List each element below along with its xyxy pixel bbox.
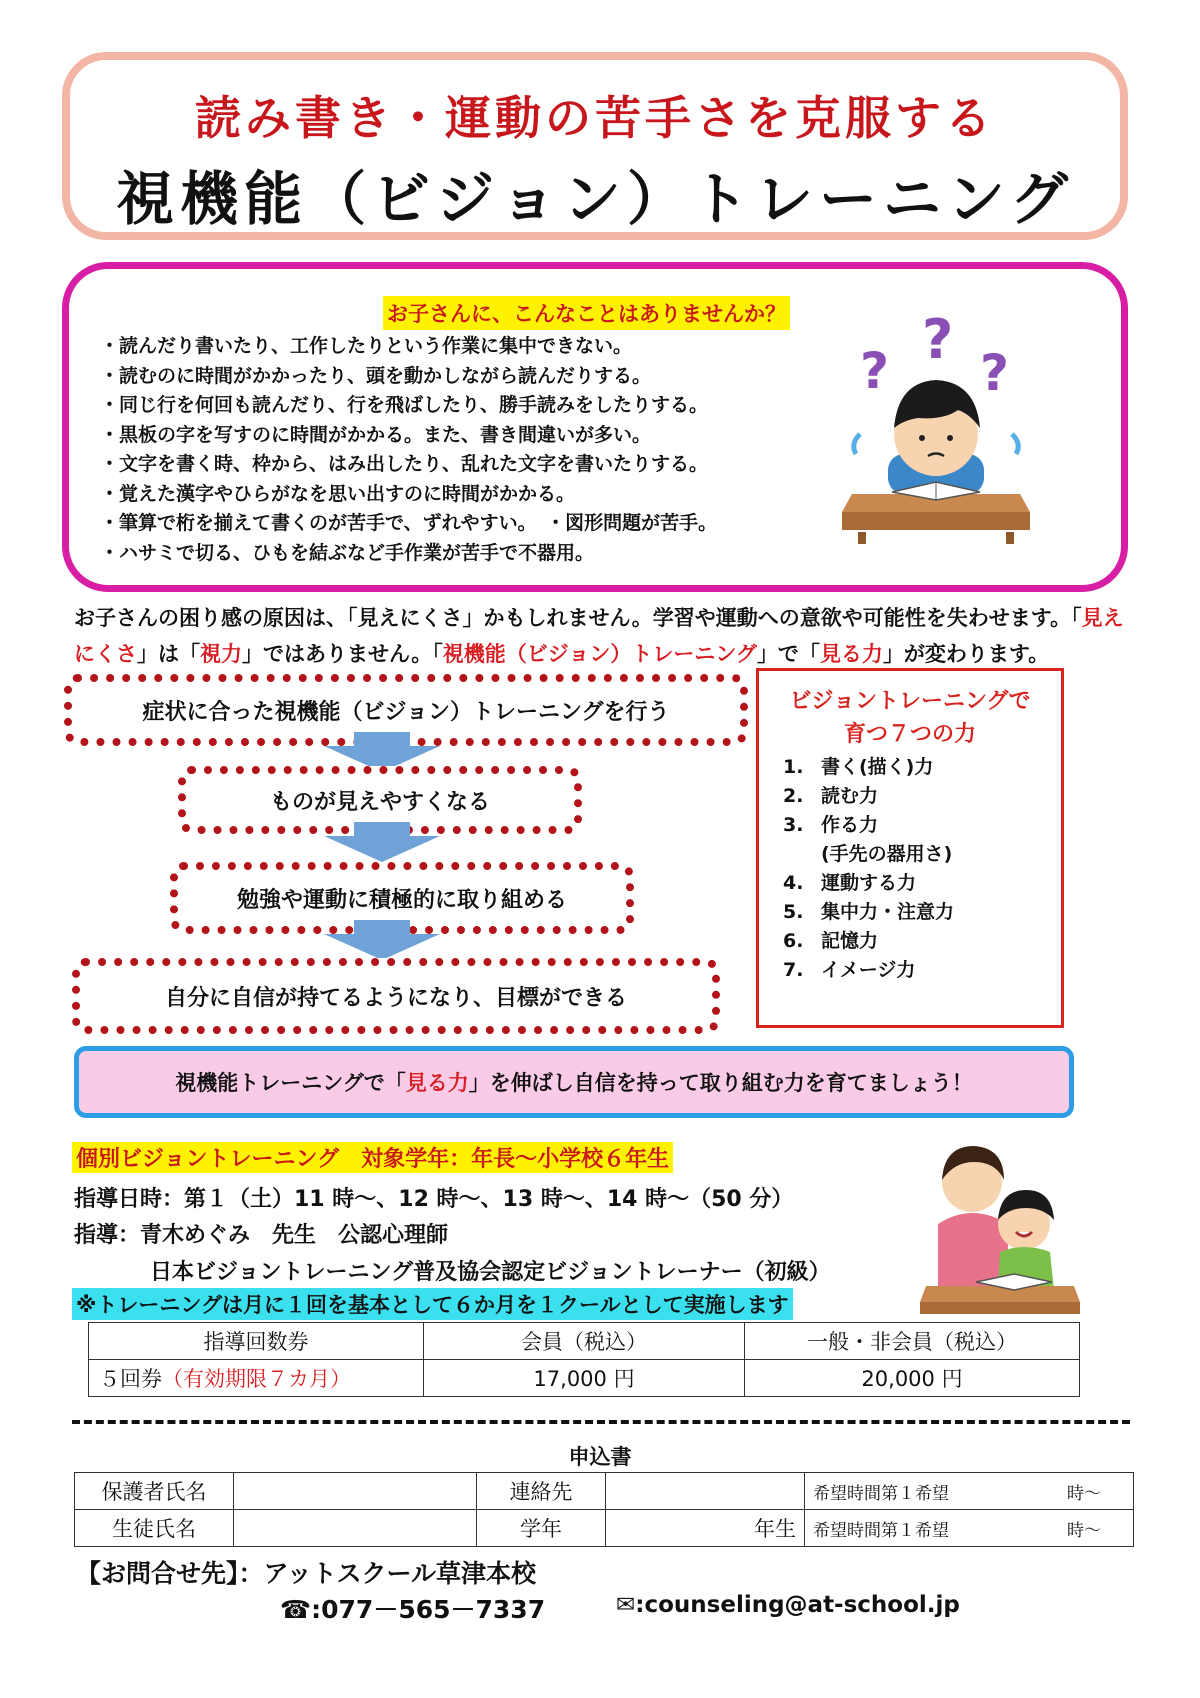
highlight-shiryoku: 視力 (200, 642, 242, 666)
intro-text-part: 」で「 (756, 642, 820, 666)
flow-step-2: ものが見えやすくなる (178, 766, 582, 834)
down-arrow-icon (324, 822, 440, 862)
contact-label: 連絡先 (477, 1473, 606, 1510)
list-item: (手先の器用さ) (821, 843, 953, 865)
general-price: 20,000 円 (745, 1360, 1080, 1397)
time-suffix: 時～ (1067, 1483, 1101, 1504)
ticket-label: ５回券 (99, 1367, 162, 1391)
seven-powers-title-line1: ビジョントレーニングで (789, 689, 1031, 714)
flow-step-3: 勉強や運動に積極的に取り組める (170, 862, 634, 934)
table-row (75, 1510, 1134, 1547)
intro-text (74, 600, 1134, 672)
student-name-field[interactable] (234, 1510, 477, 1547)
time-suffix: 時～ (1067, 1520, 1101, 1541)
table-header: 一般・非会員（税込） (745, 1323, 1080, 1360)
title-subheading: 読み書き・運動の苦手さを克服する (195, 91, 995, 145)
concerns-list (100, 332, 717, 568)
intro-text-part: お子さんの困り感の原因は、「見えにくさ」かもしれません。学習や運動への意欲や可能性を失わせます。「 (74, 606, 1082, 630)
list-item: ・覚えた漢字やひらがなを思い出すのに時間がかかる。 (100, 482, 576, 505)
seven-powers-box (756, 668, 1064, 1028)
guardian-name-field[interactable] (234, 1473, 477, 1510)
cut-line-divider (72, 1420, 1130, 1424)
slogan-banner (74, 1046, 1074, 1118)
list-item: ・ハサミで切る、ひもを結ぶなど手作業が苦手で不器用。 (100, 541, 595, 564)
guardian-name-label: 保護者氏名 (75, 1473, 234, 1510)
list-item: 5. 集中力・注意力 (783, 901, 955, 923)
list-item: ・同じ行を何回も読んだり、行を飛ばしたり、勝手読みをしたりする。 (100, 394, 709, 416)
banner-text: 視機能トレーニングで「 (175, 1071, 406, 1095)
preferred-time-label: 希望時間第１希望 (813, 1520, 949, 1541)
list-item: 2. 読む力 (783, 785, 879, 807)
seven-powers-title-line2: 育つ７つの力 (843, 722, 976, 747)
banner-highlight: 見る力 (405, 1071, 469, 1095)
ticket-cell (89, 1360, 424, 1397)
seven-powers-list (783, 753, 954, 985)
grade-field[interactable]: 年生 (606, 1510, 805, 1547)
table-header: 会員（税込） (424, 1323, 745, 1360)
member-price: 17,000 円 (424, 1360, 745, 1397)
down-arrow-icon (324, 920, 440, 960)
concerns-heading: お子さんに、こんなことはありませんか？ (383, 296, 790, 330)
application-form (74, 1472, 1134, 1547)
highlight-miruchikara: 見る力 (819, 642, 883, 666)
list-item: ・筆算で桁を揃えて書くのが苦手で、ずれやすい。 ・図形問題が苦手。 (100, 512, 718, 534)
table-row (75, 1473, 1134, 1510)
contact-label: 【お問合せ先】：アットスクール草津本校 (76, 1559, 537, 1588)
student-name-label: 生徒氏名 (75, 1510, 234, 1547)
training-schedule: 指導日時：第１（土）11 時～、12 時～、13 時～、14 時～（50 分） (74, 1187, 794, 1212)
page-title: 視機能（ビジョン）トレーニング (116, 165, 1074, 233)
svg-text:?: ? (860, 342, 890, 400)
preferred-time-label: 希望時間第１希望 (813, 1483, 949, 1504)
list-item: 7. イメージ力 (783, 959, 916, 981)
list-item: 4. 運動する力 (783, 872, 917, 894)
title-box (62, 52, 1128, 240)
highlight-vision-training: 視機能（ビジョン）トレーニング (442, 642, 757, 666)
list-item: 3. 作る力 (783, 814, 879, 836)
phone-number: ☎:077－565－7337 (280, 1595, 546, 1624)
banner-text: 」を伸ばし自信を持って取り組む力を育てましょう！ (468, 1071, 973, 1095)
list-item: 1. 書く(描く)力 (783, 756, 934, 778)
confused-child-illustration (830, 306, 1040, 544)
training-instructor: 指導：青木めぐみ 先生 公認心理師 (74, 1223, 449, 1248)
email-address: ✉:counseling@at-school.jp (616, 1592, 960, 1618)
table-row (89, 1360, 1080, 1397)
intro-text-part: 」は「 (137, 642, 200, 666)
training-title: 個別ビジョントレーニング 対象学年：年長～小学校６年生 (72, 1142, 673, 1173)
svg-text:?: ? (922, 308, 954, 371)
grade-label: 学年 (477, 1510, 606, 1547)
contact-field[interactable] (606, 1473, 805, 1510)
flow-step-4: 自分に自信が持てるようになり、目標ができる (72, 958, 720, 1034)
list-item: ・読むのに時間がかかったり、頭を動かしながら読んだりする。 (100, 364, 652, 387)
list-item: ・文字を書く時、枠から、はみ出したり、乱れた文字を書いたりする。 (100, 453, 709, 475)
table-header: 指導回数券 (89, 1323, 424, 1360)
intro-text-part: 」が変わります。 (882, 642, 1050, 666)
preferred-time-field[interactable] (805, 1510, 1134, 1547)
list-item: ・読んだり書いたり、工作したりという作業に集中できない。 (100, 335, 633, 357)
application-title: 申込書 (568, 1445, 632, 1469)
intro-text-part: 」ではありません。「 (242, 642, 443, 666)
list-item: ・黒板の字を写すのに時間がかかる。また、書き間違いが多い。 (100, 423, 652, 446)
seven-powers-title (759, 685, 1061, 751)
highlight-mienikusa: 見えにくさ (74, 606, 1124, 666)
teacher-child-illustration (920, 1140, 1080, 1316)
svg-text:?: ? (980, 344, 1010, 402)
instructor-certification: 日本ビジョントレーニング普及協会認定ビジョントレーナー（初級） (150, 1260, 831, 1285)
ticket-validity: （有効期限７カ月） (162, 1367, 351, 1391)
price-table (88, 1322, 1080, 1397)
training-note: ※トレーニングは月に１回を基本として６か月を１クールとして実施します (72, 1288, 793, 1320)
preferred-time-field[interactable] (805, 1473, 1134, 1510)
list-item: 6. 記憶力 (783, 930, 879, 952)
flow-step-1: 症状に合った視機能（ビジョン）トレーニングを行う (64, 674, 748, 746)
table-header-row (89, 1323, 1080, 1360)
